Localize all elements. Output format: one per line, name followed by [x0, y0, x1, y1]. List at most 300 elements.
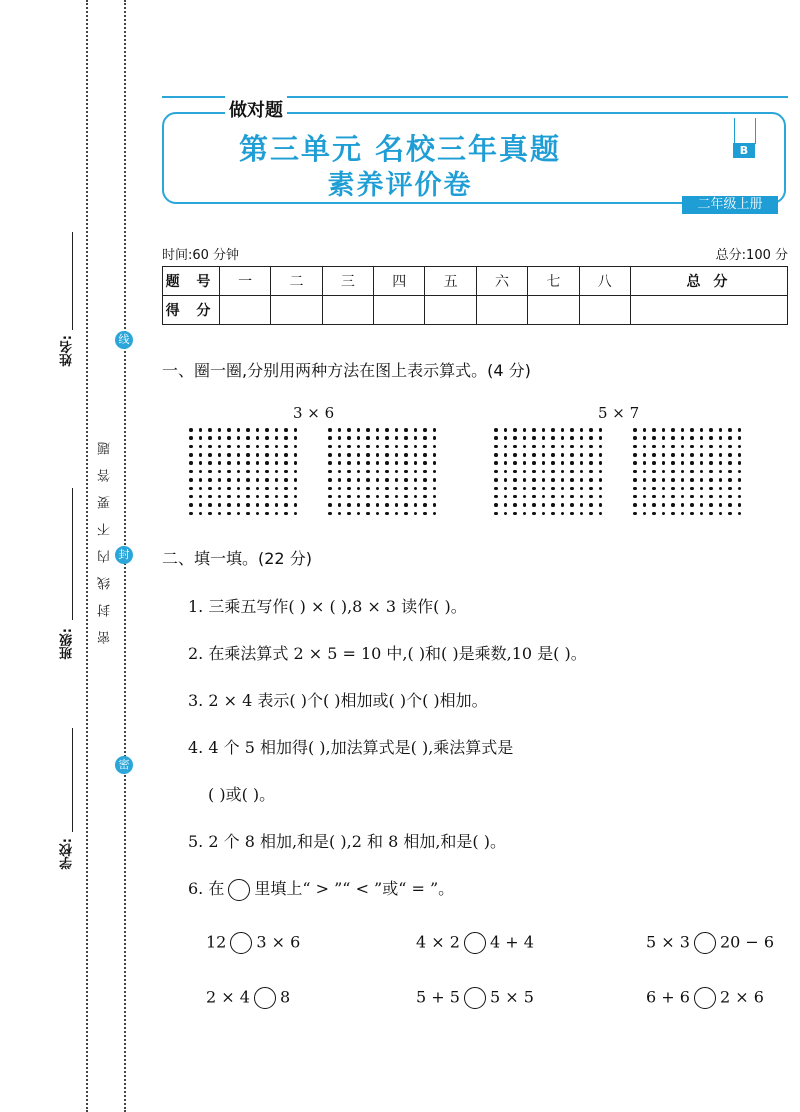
- grid-dot: [570, 503, 574, 507]
- question-1: 1. 三乘五写作( ) × ( ),8 × 3 读作( )。: [188, 597, 467, 616]
- grid-dot: [294, 453, 298, 457]
- grid-dot: [433, 461, 437, 465]
- compare-circle-icon: [228, 879, 250, 901]
- grid-dot: [227, 470, 231, 474]
- grid-dot: [208, 445, 212, 449]
- grid-dot: [709, 478, 713, 482]
- grid-dot: [719, 461, 723, 465]
- grid-dot: [385, 487, 389, 491]
- grid-dot: [561, 428, 565, 432]
- grid-dot: [218, 436, 222, 440]
- grid-dot: [366, 503, 370, 507]
- grid-dot: [662, 445, 666, 449]
- compare-answer-circle[interactable]: [254, 987, 276, 1009]
- score-input-cell[interactable]: [630, 296, 787, 325]
- grid-dot: [347, 495, 351, 499]
- grid-dot: [551, 461, 555, 465]
- grid-dot: [513, 487, 517, 491]
- grid-dot: [570, 495, 574, 499]
- expr-left: 3 × 6: [293, 404, 335, 422]
- grid-dot: [542, 445, 546, 449]
- grid-dot: [265, 470, 269, 474]
- grid-dot: [532, 487, 536, 491]
- grid-dot: [395, 512, 399, 516]
- compare-right: 2 × 6: [719, 987, 764, 1007]
- grid-dot: [347, 503, 351, 507]
- grid-dot: [570, 470, 574, 474]
- grid-dot: [542, 453, 546, 457]
- grid-dot: [385, 436, 389, 440]
- grid-dot: [551, 453, 555, 457]
- grid-dot: [681, 487, 685, 491]
- grid-dot: [237, 461, 241, 465]
- grid-dot: [357, 453, 361, 457]
- grid-dot: [347, 445, 351, 449]
- grid-dot: [423, 436, 427, 440]
- grid-dot: [246, 445, 250, 449]
- tag-string-icon: [734, 118, 756, 144]
- score-input-cell[interactable]: [579, 296, 630, 325]
- grid-dot: [700, 470, 704, 474]
- question-5: 5. 2 个 8 相加,和是( ),2 和 8 相加,和是( )。: [188, 832, 506, 851]
- grid-dot: [218, 512, 222, 516]
- grid-dot: [681, 428, 685, 432]
- grid-dot: [265, 453, 269, 457]
- grid-dot: [681, 461, 685, 465]
- grid-dot: [404, 512, 408, 516]
- grid-dot: [671, 478, 675, 482]
- grid-dot: [652, 470, 656, 474]
- grid-dot: [513, 512, 517, 516]
- grid-dot: [513, 461, 517, 465]
- class-field[interactable]: [72, 488, 73, 620]
- grid-dot: [199, 428, 203, 432]
- score-input-cell[interactable]: [220, 296, 271, 325]
- grid-dot: [385, 453, 389, 457]
- grid-dot: [643, 428, 647, 432]
- grid-dot: [662, 478, 666, 482]
- school-label: 学校:: [60, 838, 75, 870]
- score-input-cell[interactable]: [374, 296, 425, 325]
- section2-title: 二、填一填。(22 分): [162, 549, 312, 568]
- grid-dot: [338, 487, 342, 491]
- grid-dot: [404, 487, 408, 491]
- grid-dot: [728, 478, 732, 482]
- compare-left: 6 + 6: [646, 987, 690, 1007]
- grid-dot: [366, 487, 370, 491]
- grid-dot: [561, 436, 565, 440]
- grid-dot: [433, 503, 437, 507]
- score-input-cell[interactable]: [528, 296, 579, 325]
- grid-dot: [589, 445, 593, 449]
- grid-dot: [700, 445, 704, 449]
- grid-dot: [357, 436, 361, 440]
- grid-dot: [284, 461, 288, 465]
- dot-grid-4[interactable]: [633, 428, 747, 520]
- grid-dot: [494, 445, 498, 449]
- grid-dot: [404, 470, 408, 474]
- grid-dot: [347, 453, 351, 457]
- grid-dot: [681, 436, 685, 440]
- grid-dot: [385, 428, 389, 432]
- grid-dot: [589, 495, 593, 499]
- grid-dot: [662, 512, 666, 516]
- grid-dot: [208, 428, 212, 432]
- compare-item: [416, 987, 534, 1009]
- grid-dot: [328, 453, 332, 457]
- grid-dot: [599, 453, 603, 457]
- grid-dot: [404, 453, 408, 457]
- grid-dot: [208, 512, 212, 516]
- grid-dot: [347, 470, 351, 474]
- question-2: 2. 在乘法算式 2 × 5 = 10 中,( )和( )是乘数,10 是( )。: [188, 644, 587, 663]
- grid-dot: [551, 428, 555, 432]
- grid-dot: [738, 445, 742, 449]
- grid-dot: [338, 512, 342, 516]
- table-cell: 八: [579, 267, 630, 296]
- grid-dot: [265, 478, 269, 482]
- grid-dot: [294, 512, 298, 516]
- compare-item: [206, 987, 290, 1009]
- grid-dot: [700, 436, 704, 440]
- grid-dot: [719, 478, 723, 482]
- grid-dot: [237, 453, 241, 457]
- grid-dot: [376, 503, 380, 507]
- grid-dot: [357, 428, 361, 432]
- grid-dot: [643, 470, 647, 474]
- grid-dot: [728, 503, 732, 507]
- grid-dot: [589, 453, 593, 457]
- grid-dot: [189, 445, 193, 449]
- grid-dot: [275, 453, 279, 457]
- table-cell: 四: [374, 267, 425, 296]
- compare-right: 3 × 6: [256, 932, 301, 952]
- grid-dot: [256, 495, 260, 499]
- grid-dot: [599, 470, 603, 474]
- grid-dot: [580, 478, 584, 482]
- grid-dot: [284, 503, 288, 507]
- grid-dot: [494, 495, 498, 499]
- grid-dot: [385, 503, 389, 507]
- grid-dot: [395, 453, 399, 457]
- grid-dot: [738, 503, 742, 507]
- grid-dot: [199, 478, 203, 482]
- compare-answer-circle[interactable]: [464, 932, 486, 954]
- grid-dot: [551, 512, 555, 516]
- grid-dot: [414, 445, 418, 449]
- grid-dot: [652, 436, 656, 440]
- grid-dot: [294, 470, 298, 474]
- grid-dot: [237, 478, 241, 482]
- grid-dot: [256, 487, 260, 491]
- grid-dot: [395, 495, 399, 499]
- score-input-cell[interactable]: [271, 296, 322, 325]
- question-3: 3. 2 × 4 表示( )个( )相加或( )个( )相加。: [188, 691, 488, 710]
- grid-dot: [338, 436, 342, 440]
- score-input-cell[interactable]: [425, 296, 476, 325]
- grid-dot: [681, 453, 685, 457]
- grid-dot: [208, 461, 212, 465]
- grid-dot: [551, 470, 555, 474]
- grid-dot: [246, 487, 250, 491]
- grid-dot: [227, 445, 231, 449]
- grid-dot: [652, 495, 656, 499]
- grid-dot: [494, 478, 498, 482]
- grid-dot: [395, 436, 399, 440]
- grid-dot: [709, 453, 713, 457]
- grid-dot: [256, 453, 260, 457]
- grid-dot: [423, 453, 427, 457]
- grid-dot: [652, 445, 656, 449]
- grid-dot: [532, 503, 536, 507]
- grid-dot: [599, 495, 603, 499]
- grid-dot: [719, 512, 723, 516]
- grid-dot: [433, 487, 437, 491]
- grid-dot: [643, 495, 647, 499]
- seal-notice-text: 密封线内不要答题: [98, 428, 113, 644]
- grid-dot: [504, 461, 508, 465]
- grid-dot: [275, 445, 279, 449]
- grid-dot: [561, 503, 565, 507]
- grid-dot: [643, 453, 647, 457]
- grid-dot: [599, 445, 603, 449]
- grid-dot: [414, 512, 418, 516]
- grid-dot: [652, 503, 656, 507]
- grid-dot: [719, 470, 723, 474]
- table-cell: 七: [528, 267, 579, 296]
- grid-dot: [643, 503, 647, 507]
- grid-dot: [294, 428, 298, 432]
- compare-right: 8: [279, 987, 291, 1007]
- grid-dot: [738, 487, 742, 491]
- grid-dot: [227, 461, 231, 465]
- grid-dot: [633, 461, 637, 465]
- grid-dot: [284, 453, 288, 457]
- score-table-header-row: [163, 267, 788, 296]
- grid-dot: [738, 436, 742, 440]
- grid-dot: [294, 487, 298, 491]
- grid-dot: [738, 461, 742, 465]
- grid-dot: [551, 478, 555, 482]
- grid-dot: [709, 487, 713, 491]
- compare-item: [206, 932, 300, 954]
- grid-dot: [504, 436, 508, 440]
- time-info: 时间:60 分钟: [162, 248, 240, 263]
- grid-dot: [652, 461, 656, 465]
- grid-dot: [366, 512, 370, 516]
- grid-dot: [284, 487, 288, 491]
- grid-dot: [633, 495, 637, 499]
- grid-dot: [404, 436, 408, 440]
- grid-dot: [284, 436, 288, 440]
- grid-dot: [347, 436, 351, 440]
- question-6-suffix: 里填上“ > ”“ < ”或“ = ”。: [254, 879, 455, 898]
- grid-dot: [513, 478, 517, 482]
- grid-dot: [504, 445, 508, 449]
- grid-dot: [728, 495, 732, 499]
- grid-dot: [328, 436, 332, 440]
- grid-dot: [700, 487, 704, 491]
- table-cell: 一: [220, 267, 271, 296]
- grid-dot: [376, 495, 380, 499]
- compare-answer-circle[interactable]: [694, 987, 716, 1009]
- grid-dot: [256, 445, 260, 449]
- grid-dot: [265, 461, 269, 465]
- grid-dot: [561, 461, 565, 465]
- question-4-line2: ( )或( )。: [208, 785, 276, 804]
- grid-dot: [671, 495, 675, 499]
- grid-dot: [589, 512, 593, 516]
- grid-dot: [633, 503, 637, 507]
- grid-dot: [414, 487, 418, 491]
- grid-dot: [671, 487, 675, 491]
- grid-dot: [494, 503, 498, 507]
- grid-dot: [246, 461, 250, 465]
- dot-grid-1[interactable]: [189, 428, 303, 520]
- grid-dot: [700, 478, 704, 482]
- compare-left: 2 × 4: [206, 987, 250, 1007]
- grid-dot: [246, 436, 250, 440]
- grid-dot: [504, 512, 508, 516]
- grid-dot: [633, 470, 637, 474]
- grid-dot: [385, 470, 389, 474]
- name-label: 姓名:: [60, 335, 75, 367]
- grid-dot: [738, 478, 742, 482]
- grid-dot: [542, 461, 546, 465]
- grid-dot: [366, 445, 370, 449]
- compare-right: 4 + 4: [489, 932, 534, 952]
- expr-right: 5 × 7: [598, 404, 640, 422]
- grid-dot: [532, 470, 536, 474]
- grid-dot: [633, 487, 637, 491]
- grid-dot: [265, 487, 269, 491]
- grid-dot: [532, 453, 536, 457]
- grid-dot: [494, 428, 498, 432]
- grid-dot: [347, 461, 351, 465]
- compare-answer-circle[interactable]: [230, 932, 252, 954]
- grid-dot: [357, 495, 361, 499]
- grid-dot: [414, 478, 418, 482]
- question-6: [188, 876, 454, 901]
- grid-dot: [700, 495, 704, 499]
- grid-dot: [376, 461, 380, 465]
- grid-dot: [199, 470, 203, 474]
- grid-dot: [513, 470, 517, 474]
- grid-dot: [284, 445, 288, 449]
- grid-dot: [599, 478, 603, 482]
- grid-dot: [284, 478, 288, 482]
- grid-dot: [275, 478, 279, 482]
- grid-dot: [208, 436, 212, 440]
- score-input-cell[interactable]: [322, 296, 373, 325]
- grid-dot: [376, 436, 380, 440]
- grid-dot: [199, 487, 203, 491]
- grid-dot: [523, 453, 527, 457]
- grid-dot: [347, 487, 351, 491]
- grid-dot: [513, 428, 517, 432]
- grid-dot: [199, 436, 203, 440]
- grid-dot: [284, 512, 288, 516]
- grid-dot: [218, 461, 222, 465]
- grid-dot: [681, 445, 685, 449]
- grid-dot: [275, 512, 279, 516]
- compare-answer-circle[interactable]: [464, 987, 486, 1009]
- grid-dot: [199, 495, 203, 499]
- school-field[interactable]: [72, 728, 73, 832]
- grid-dot: [395, 461, 399, 465]
- grid-dot: [494, 487, 498, 491]
- grid-dot: [246, 478, 250, 482]
- grid-dot: [208, 503, 212, 507]
- grid-dot: [652, 512, 656, 516]
- table-cell: 题 号: [163, 267, 220, 296]
- grid-dot: [580, 503, 584, 507]
- grid-dot: [561, 478, 565, 482]
- grid-dot: [494, 512, 498, 516]
- name-field[interactable]: [72, 232, 73, 330]
- grid-dot: [532, 428, 536, 432]
- grid-dot: [227, 487, 231, 491]
- grid-dot: [357, 503, 361, 507]
- grid-dot: [542, 512, 546, 516]
- grid-dot: [423, 478, 427, 482]
- grid-dot: [599, 461, 603, 465]
- grid-dot: [719, 436, 723, 440]
- dot-grid-3[interactable]: [494, 428, 608, 520]
- grid-dot: [328, 495, 332, 499]
- grid-dot: [719, 495, 723, 499]
- grid-dot: [690, 461, 694, 465]
- grid-dot: [366, 461, 370, 465]
- grid-dot: [256, 428, 260, 432]
- grid-dot: [662, 487, 666, 491]
- seal-line-stamp: 线: [115, 331, 133, 349]
- grid-dot: [662, 428, 666, 432]
- grid-dot: [633, 428, 637, 432]
- grid-dot: [719, 445, 723, 449]
- grid-dot: [328, 428, 332, 432]
- grid-dot: [728, 461, 732, 465]
- grid-dot: [376, 445, 380, 449]
- grid-dot: [580, 445, 584, 449]
- grid-dot: [338, 470, 342, 474]
- grid-dot: [532, 445, 536, 449]
- compare-left: 5 + 5: [416, 987, 460, 1007]
- grid-dot: [395, 445, 399, 449]
- grid-dot: [328, 461, 332, 465]
- compare-answer-circle[interactable]: [694, 932, 716, 954]
- score-input-cell[interactable]: [476, 296, 527, 325]
- grid-dot: [385, 461, 389, 465]
- grid-dot: [504, 487, 508, 491]
- grid-dot: [265, 495, 269, 499]
- grid-dot: [504, 478, 508, 482]
- grid-dot: [633, 512, 637, 516]
- grid-dot: [328, 470, 332, 474]
- grid-dot: [532, 436, 536, 440]
- grid-dot: [542, 478, 546, 482]
- dot-grid-2[interactable]: [328, 428, 442, 520]
- grid-dot: [227, 495, 231, 499]
- table-cell: 得 分: [163, 296, 220, 325]
- seal-mi-stamp: 密: [115, 756, 133, 774]
- grid-dot: [709, 436, 713, 440]
- grid-dot: [376, 428, 380, 432]
- grid-dot: [671, 503, 675, 507]
- grid-dot: [513, 495, 517, 499]
- grid-dot: [275, 461, 279, 465]
- grid-dot: [551, 495, 555, 499]
